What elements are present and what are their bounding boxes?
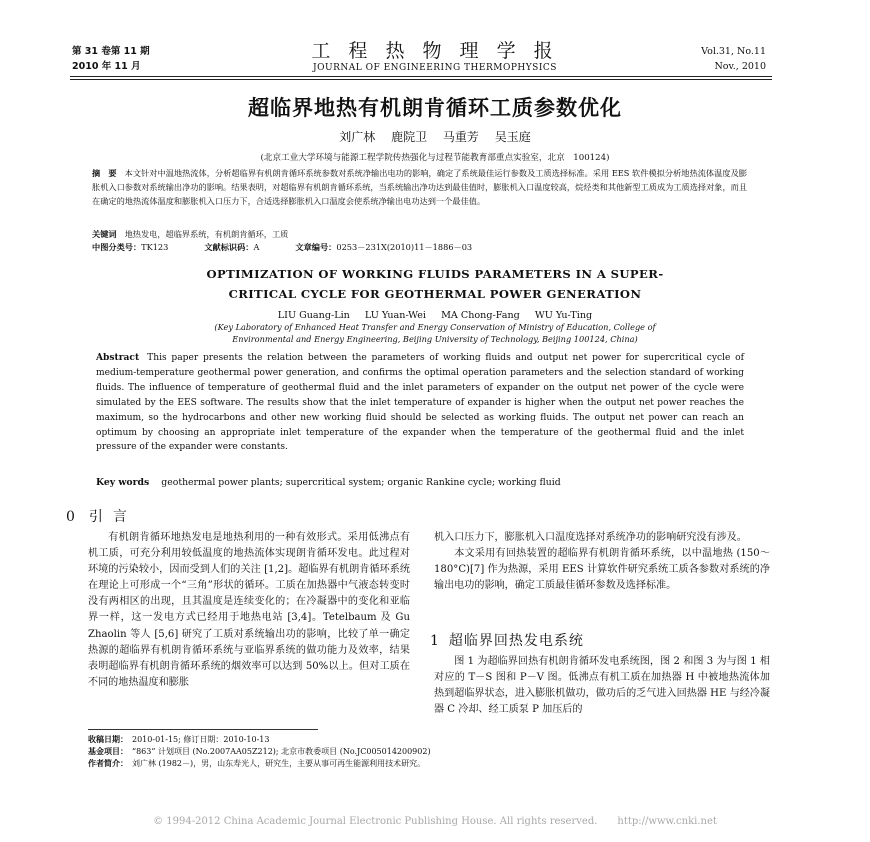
intro-paragraph: 有机朗肯循环地热发电是地热利用的一种有效形式。采用低沸点有机工质，可充分利用较低温度的地热流体实现朗肯循环发电。此过程对环境的污染较小，因而受到人们的关注 [1,2]。超临界有机朗肯循环系统在理论上可形成一个“三角”形状的循环。工质在加热器中气液态转变时没有两相区的出现，且其温度是连续变化的；在冷凝器中的变化和亚临界一样，这一发电方式已经用于地热电站 [3,4]。Tetelbaum 及 Gu Zhaolin 等人 [5,6] 研究了工质对系统输出功的影响，比较了单一确定热源的超临界有机朗肯循环系统与亚临界系统的做功能力及效率，结果表明超临界有机朗肯循环系统的烟效率可以达到 50%以上。但对工质在不同的地热温度和膨胀 <box>88 532 410 688</box>
footnote-label: 作者简介： <box>88 759 128 769</box>
right-column <box>434 530 770 594</box>
doc-code-value: A <box>253 242 260 252</box>
keywords-en-text: geothermal power plants; supercritical system; organic Rankine cycle; working fluid <box>161 477 561 488</box>
author-en: WU Yu-Ting <box>534 310 593 321</box>
paper-title-en-line1: OPTIMIZATION OF WORKING FLUIDS PARAMETERS IN A SUPER- <box>206 267 664 281</box>
article-number-label: 文章编号： <box>295 242 337 252</box>
abstract-en-label: Abstract <box>96 352 140 363</box>
abstract-cn-text: 本文针对中温地热流体，分析超临界有机朗肯循环系统参数对系统净输出电功的影响，确定了系统最佳运行参数及工质选择标准。采用 EES 软件模拟分析地热流体温度及膨胀机入口参数对系统输出净功的影响。结果表明，对超临界有机朗肯循环系统，当系统输出净功达到最佳值时，膨胀机入口温度较高，烷烃类和其他新型工质成为工质选择对象，而且在确定的地热流体温度和膨胀机入口压力下，合适选择膨胀机入口温度会使系统净输出电功达到一个最佳值。 <box>92 168 748 207</box>
section-1-heading <box>430 630 584 650</box>
author-en: LU Yuan-Wei <box>364 310 426 321</box>
author-en: LIU Guang-Lin <box>277 310 350 321</box>
footnote-received <box>88 734 488 746</box>
abstract-en <box>96 351 744 455</box>
date-en: Nov., 2010 <box>714 61 766 72</box>
footnote-author <box>88 758 488 770</box>
affiliation-en <box>0 322 870 345</box>
author-cn: 吴玉庭 <box>494 130 531 144</box>
journal-volume-en <box>701 44 766 74</box>
footnote-label: 收稿日期： <box>88 735 128 744</box>
right-column-section-1 <box>434 654 770 718</box>
paper-title-cn: 超临界地热有机朗肯循环工质参数优化 <box>248 96 622 120</box>
section-0-title: 引言 <box>88 509 137 525</box>
author-en: MA Chong-Fang <box>441 310 520 321</box>
right-paragraph-1: 机入口压力下，膨胀机入口温度选择对系统净功的影响研究没有涉及。 <box>434 532 747 543</box>
journal-name-cn: 工 程 热 物 理 学 报 <box>311 40 559 62</box>
keywords-cn-label: 关键词 <box>92 229 117 239</box>
classification-line <box>92 241 747 254</box>
keywords-en <box>96 476 744 490</box>
authors-en <box>0 310 870 321</box>
footnote-label: 基金项目： <box>88 747 128 757</box>
section-1-number: 1 <box>430 633 439 649</box>
paper-title-en <box>0 264 870 304</box>
keywords-en-label: Key words <box>96 477 150 488</box>
affiliation-en-line1: (Key Laboratory of Enhanced Heat Transfer and Energy Conservation of Ministry of Education, College of <box>214 322 656 332</box>
date-cn: 2010 年 11 月 <box>72 61 141 72</box>
keywords-cn <box>92 228 747 241</box>
volume-en: Vol.31, No.11 <box>701 46 766 57</box>
section-1-title: 超临界回热发电系统 <box>448 633 584 649</box>
section-0-heading <box>66 506 137 526</box>
copyright-notice: © 1994-2012 China Academic Journal Electronic Publishing House. All rights reserved. http://www.cnki.net <box>153 816 717 827</box>
section-0-number: 0 <box>66 509 75 525</box>
header-rule-thin <box>70 79 772 80</box>
right-paragraph-3: 图 1 为超临界回热有机朗肯循环发电系统图，图 2 和图 3 为与图 1 相对应的 T－S 图和 P－V 图。低沸点有机工质在加热器 H 中被地热流体加热到超临界状态，进入膨胀机做功，做功后的乏气进入回热器 HE 与经冷凝器 C 冷却、经工质泵 P 加压后的 <box>434 656 770 716</box>
journal-name-en: JOURNAL OF ENGINEERING THERMOPHYSICS <box>313 63 557 73</box>
affiliation-cn: (北京工业大学环境与能源工程学院传热强化与过程节能教育部重点实验室，北京 100124) <box>260 153 610 163</box>
paper-title-en-line2: CRITICAL CYCLE FOR GEOTHERMAL POWER GENERATION <box>228 287 642 301</box>
footnote-text: 2010-01-15; 修订日期：2010-10-13 <box>132 735 270 744</box>
keywords-cn-block <box>92 228 747 254</box>
affiliation-en-line2: Environmental and Energy Engineering, Beijing University of Technology, Beijing 100124, China) <box>232 333 638 344</box>
author-cn: 刘广林 <box>339 130 376 144</box>
author-cn: 马重芳 <box>442 130 479 144</box>
abstract-cn <box>92 166 747 209</box>
right-paragraph-2: 本文采用有回热装置的超临界有机朗肯循环系统，以中温地热 (150～180°C)[7] 作为热源，采用 EES 计算软件研究系统工质各参数对系统的净输出电功的影响，确定工质最佳循环参数及选择标准。 <box>434 548 770 592</box>
header-rule <box>70 76 772 77</box>
author-cn: 鹿院卫 <box>391 130 428 144</box>
left-column <box>88 530 410 691</box>
footnote-funding <box>88 746 488 758</box>
abstract-en-text: This paper presents the relation between the parameters of working fluids and output net power for supercritical cycle of medium-temperature geothermal power generation, and confirms the optimal operation parameters and the selection standard of working fluids. The influence of temperature of geothermal fluid and the inlet parameters of expander on the output net power of the cycle were simulated by the EES software. The results show that the inlet temperature of expander is higher when the output net power reaches the maximum, so the hydrocarbons and other new working fluid should be selected as working fluids. The output net power can reach an optimum by choosing an appropriate inlet temperature of the expander when the temperature of the geothermal fluid and the inlet pressure of the expander were constants. <box>96 353 744 453</box>
article-number-value: 0253－231X(2010)11－1886－03 <box>336 242 473 252</box>
footnote-text: “863” 计划项目 (No.2007AA05Z212); 北京市教委项目 (No.JC005014200902) <box>132 747 431 757</box>
footnote-text: 刘广林 (1982－)，男，山东寿光人，研究生，主要从事可再生能源利用技术研究。 <box>132 759 426 769</box>
clc-value: TK123 <box>141 242 169 252</box>
doc-code-label: 文献标识码： <box>204 242 254 252</box>
clc-label: 中图分类号： <box>92 242 142 252</box>
keywords-cn-text: 地热发电，超临界系统，有机朗肯循环，工质 <box>124 229 289 239</box>
authors-cn <box>0 128 870 145</box>
issue-cn: 第 31 卷第 11 期 <box>72 46 150 57</box>
footnotes <box>88 734 488 771</box>
abstract-cn-label: 摘 要 <box>92 168 117 178</box>
footnote-rule <box>88 729 318 730</box>
